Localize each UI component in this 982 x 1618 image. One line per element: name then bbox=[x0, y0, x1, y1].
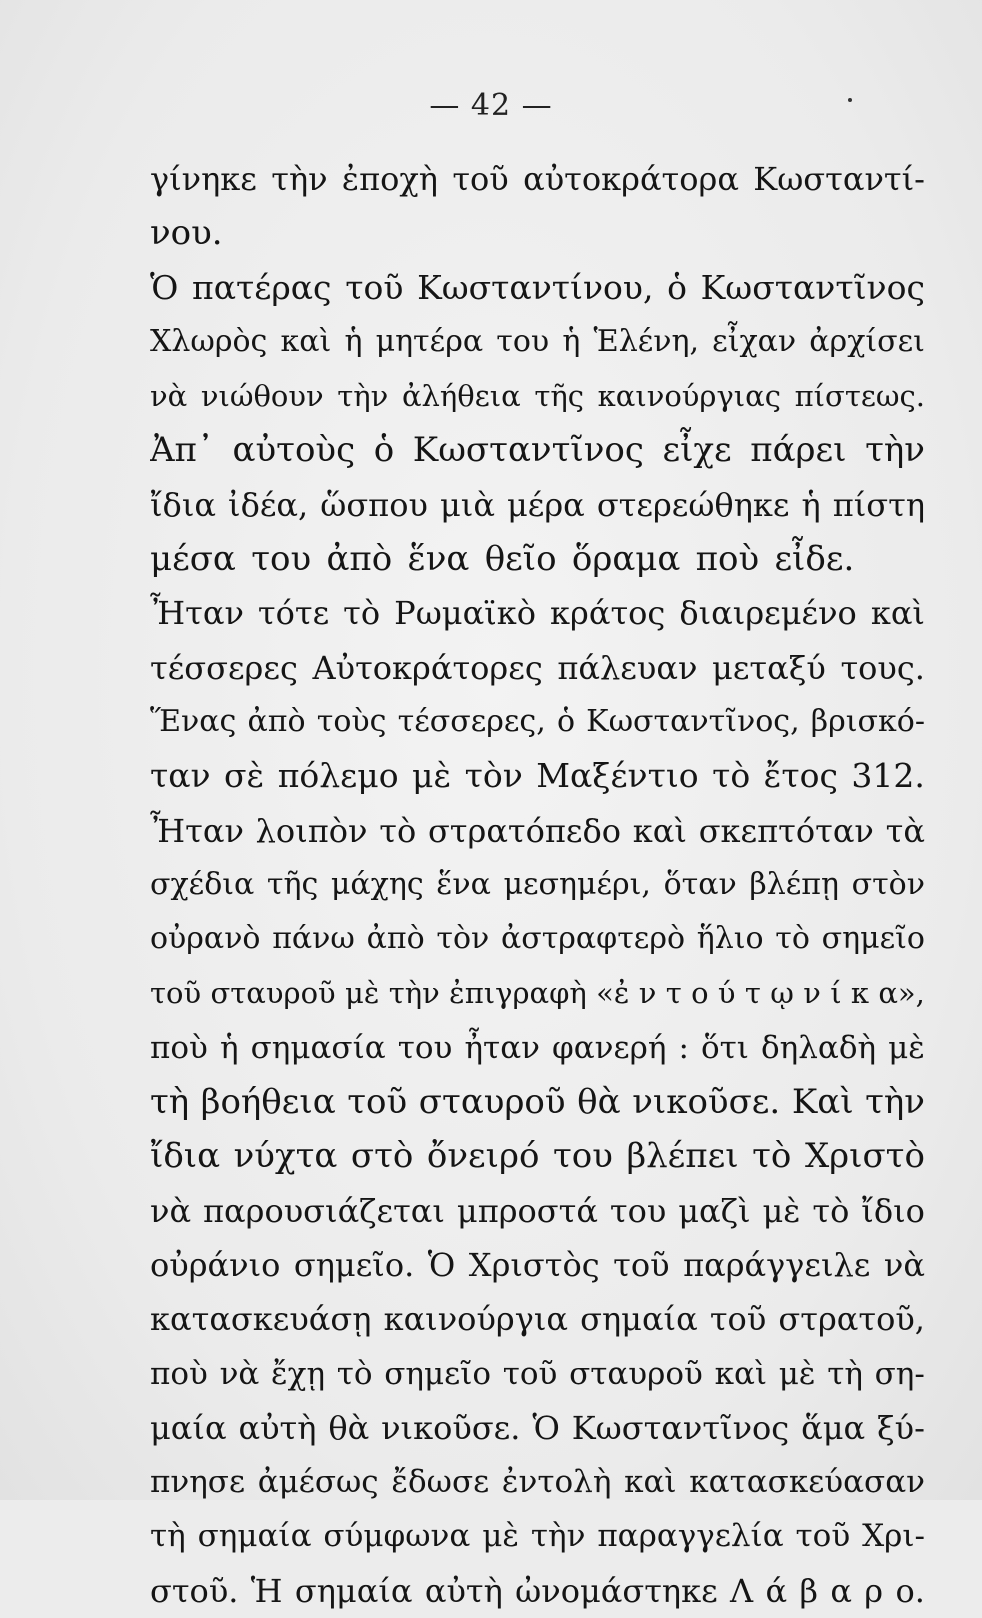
word: ὁ bbox=[667, 267, 687, 307]
word: ύ bbox=[717, 976, 736, 1011]
word: α», bbox=[878, 976, 925, 1011]
word: στὸν bbox=[851, 866, 925, 902]
word: ἔτος bbox=[763, 756, 838, 796]
text-line bbox=[150, 152, 925, 206]
word: στερεώθηκε bbox=[596, 485, 790, 524]
word: γίνηκε bbox=[150, 160, 257, 198]
word: καὶ bbox=[624, 1464, 677, 1501]
word: Καὶ bbox=[791, 1082, 854, 1123]
text-line bbox=[150, 532, 925, 586]
word: νὰ bbox=[150, 1191, 192, 1230]
word: «ἐ bbox=[596, 976, 630, 1011]
word: νιώθουν bbox=[200, 379, 324, 414]
word: ἀπὸ bbox=[326, 539, 393, 580]
word: νικοῦσε. bbox=[632, 1082, 781, 1123]
word: ση- bbox=[874, 1355, 925, 1392]
word: θὰ bbox=[577, 1082, 621, 1123]
word: ὅραμα bbox=[571, 539, 681, 580]
word: Μαξέντιο bbox=[536, 756, 699, 796]
word: αὐτοὺς bbox=[232, 430, 356, 471]
word: ταν bbox=[150, 756, 211, 796]
word: αὐτοκράτορα bbox=[523, 160, 739, 198]
word: σταυροῦ bbox=[210, 976, 336, 1011]
word: ῳ bbox=[770, 976, 794, 1011]
word: μεσημέρι, bbox=[503, 866, 651, 902]
word: Κωσταντῖνος bbox=[412, 430, 644, 471]
word: στὸ bbox=[350, 1136, 414, 1177]
word: τέσσερες bbox=[150, 648, 298, 687]
word: Ἦταν bbox=[150, 811, 244, 850]
word: τὸ bbox=[712, 756, 751, 796]
word: Κωσταντί- bbox=[753, 160, 925, 198]
word: ἐντολὴ bbox=[501, 1464, 612, 1501]
word: του bbox=[251, 539, 312, 580]
word: τὴ bbox=[827, 1355, 863, 1392]
word: Ἀπ᾿ bbox=[150, 430, 214, 471]
word: στρατοῦ, bbox=[778, 1300, 925, 1339]
word: ἰδέα, bbox=[228, 485, 309, 524]
text-line bbox=[150, 749, 925, 803]
word: τὸ bbox=[812, 1191, 850, 1230]
text-line bbox=[150, 586, 925, 640]
word: κ bbox=[850, 976, 870, 1011]
word: τὴν bbox=[271, 160, 328, 198]
word: ἀλήθεια bbox=[401, 379, 521, 414]
word: τοῦ bbox=[347, 1082, 408, 1123]
word: σημαία bbox=[197, 1518, 312, 1555]
word: καὶ bbox=[714, 1355, 768, 1392]
word: λοιπὸν bbox=[255, 811, 368, 850]
word: ἥλιο bbox=[696, 921, 764, 957]
word: ἡ bbox=[344, 323, 363, 359]
page-number: — 42 — bbox=[429, 88, 553, 123]
word: ἡ bbox=[801, 485, 821, 524]
word: κατασκευάσῃ bbox=[150, 1300, 372, 1339]
word: σὲ bbox=[224, 756, 265, 796]
text-line bbox=[150, 206, 925, 260]
ink-speck bbox=[848, 98, 852, 102]
word: ἀστραφτερὸ bbox=[500, 921, 686, 957]
word: τ bbox=[744, 976, 761, 1011]
word: του bbox=[609, 1191, 667, 1230]
word: τοῦ bbox=[613, 1245, 670, 1284]
text-line bbox=[150, 695, 925, 749]
word: ν bbox=[638, 976, 657, 1011]
word: μέρα bbox=[506, 485, 585, 524]
word: καινούργια bbox=[383, 1300, 568, 1339]
word: τοῦ bbox=[795, 1518, 851, 1555]
word: Ὁ bbox=[150, 267, 179, 307]
text-line bbox=[150, 1455, 925, 1509]
word: μιὰ bbox=[439, 485, 495, 524]
word: μαία bbox=[150, 1408, 227, 1447]
word: ὅτι bbox=[700, 1029, 749, 1066]
word: ἕνα bbox=[436, 866, 491, 902]
word: μητέρα bbox=[375, 323, 484, 359]
word: σύμφωνα bbox=[323, 1518, 471, 1555]
word: Κωσταντίνου, bbox=[417, 267, 654, 307]
word: ἀρχίσει bbox=[809, 323, 925, 359]
word: νὰ bbox=[883, 1245, 925, 1284]
word: Ἡ bbox=[250, 1571, 283, 1610]
word: παραγγελία bbox=[597, 1518, 784, 1555]
word: τ bbox=[665, 976, 682, 1011]
word: κατασκεύασαν bbox=[689, 1464, 925, 1501]
word: τοῦ bbox=[502, 1355, 558, 1392]
word: μὲ bbox=[412, 756, 452, 796]
word: καὶ bbox=[870, 594, 925, 633]
word: μὲ bbox=[888, 1029, 925, 1066]
word: τὸ bbox=[752, 1136, 792, 1177]
word: τοὺς bbox=[316, 703, 387, 739]
word: Λ bbox=[730, 1571, 754, 1610]
text-line bbox=[150, 478, 925, 532]
word: εἶδε. bbox=[774, 539, 855, 580]
word: πατέρας bbox=[192, 267, 332, 307]
word: ὅταν bbox=[663, 866, 737, 902]
word: βλέπει bbox=[626, 1136, 739, 1177]
word: Ὁ bbox=[532, 1408, 560, 1447]
word: τὸ bbox=[775, 921, 810, 957]
word: πίστη bbox=[832, 485, 925, 524]
word: ἀπὸ bbox=[366, 921, 425, 957]
word: ἴδιο bbox=[861, 1191, 925, 1230]
word: νικοῦσε. bbox=[381, 1408, 521, 1447]
word: τὸν bbox=[464, 756, 523, 796]
word: τότε bbox=[257, 594, 330, 633]
word: σχέδια bbox=[150, 866, 255, 902]
word: ἔχῃ bbox=[271, 1355, 326, 1392]
word: Ἑλένη, bbox=[593, 323, 699, 359]
word: μέσα bbox=[150, 539, 236, 580]
text-line bbox=[150, 804, 925, 858]
word: ἡ bbox=[562, 323, 581, 359]
word: πάνω bbox=[272, 921, 355, 957]
word: βοήθεια bbox=[200, 1082, 336, 1123]
word: 312. bbox=[851, 756, 925, 796]
word: ἦταν bbox=[464, 1029, 540, 1066]
word: Κωσταντῖνος, bbox=[586, 703, 800, 739]
word: αὐτὴ bbox=[424, 1571, 503, 1610]
text-line bbox=[150, 912, 925, 966]
text-line bbox=[150, 315, 925, 369]
text-line bbox=[150, 423, 925, 477]
text-line bbox=[150, 1184, 925, 1238]
word: νύχτα bbox=[233, 1136, 338, 1177]
word: Χριστὸ bbox=[804, 1136, 925, 1177]
word: θεῖο bbox=[484, 539, 557, 580]
text-line bbox=[150, 1129, 925, 1183]
word: τῆς bbox=[266, 866, 319, 902]
text-line bbox=[150, 1564, 925, 1618]
word: νὰ bbox=[150, 379, 188, 414]
word: τὴν bbox=[388, 976, 440, 1011]
word: σημεῖο bbox=[821, 921, 925, 957]
text-line bbox=[150, 1347, 925, 1401]
word: ἀμέσως bbox=[257, 1464, 379, 1501]
word: ποὺ bbox=[150, 1355, 208, 1392]
word: ά bbox=[765, 1571, 788, 1610]
body-text bbox=[150, 152, 925, 1618]
word: εἶχαν bbox=[712, 323, 797, 359]
word: τὴ bbox=[150, 1082, 190, 1123]
word: καὶ bbox=[632, 811, 687, 850]
word: μὲ bbox=[482, 1518, 519, 1555]
word: του bbox=[496, 323, 550, 359]
word: ο. bbox=[895, 1571, 925, 1610]
word: Ὁ bbox=[427, 1245, 456, 1284]
word: στοῦ. bbox=[150, 1571, 239, 1610]
word: σημεῖο bbox=[384, 1355, 492, 1392]
word: ν bbox=[803, 976, 821, 1011]
word: μὲ bbox=[762, 1191, 801, 1230]
word: Χρι- bbox=[862, 1518, 925, 1555]
word: τὸ bbox=[336, 1355, 373, 1392]
word: μὲ bbox=[778, 1355, 816, 1392]
word: ὁ bbox=[556, 703, 575, 739]
word: εἶχε bbox=[662, 430, 732, 471]
word: του bbox=[552, 1136, 613, 1177]
word: τῆς bbox=[534, 379, 584, 414]
word: ὁ bbox=[373, 430, 395, 471]
word: νου. bbox=[150, 213, 223, 254]
word: τὴν bbox=[865, 1082, 925, 1123]
word: τὸν bbox=[436, 921, 490, 957]
word: ἔδωσε bbox=[391, 1464, 490, 1501]
word: νὰ bbox=[219, 1355, 260, 1392]
word: τὰ bbox=[885, 811, 925, 850]
text-line bbox=[150, 1238, 925, 1292]
word: πάρει bbox=[750, 430, 847, 471]
word: : bbox=[678, 1029, 689, 1066]
word: αὐτὴ bbox=[238, 1408, 317, 1447]
word: σημαία bbox=[580, 1300, 698, 1339]
word: καὶ bbox=[280, 323, 332, 359]
word: ἅμα bbox=[801, 1408, 866, 1447]
word: σταυροῦ bbox=[569, 1355, 703, 1392]
word: ο bbox=[691, 976, 709, 1011]
word: ξύ- bbox=[877, 1408, 925, 1447]
text-line bbox=[150, 641, 925, 695]
word: βρισκό- bbox=[810, 703, 925, 739]
word: β bbox=[799, 1571, 818, 1610]
word: φανερή bbox=[552, 1029, 667, 1066]
word: τοῦ bbox=[150, 976, 202, 1011]
word: ποὺ bbox=[150, 1029, 208, 1066]
word: οὐράνιο bbox=[150, 1245, 281, 1284]
word: μὲ bbox=[345, 976, 380, 1011]
word: μάχης bbox=[330, 866, 424, 902]
word: τὸ bbox=[379, 811, 417, 850]
word: στρατόπεδο bbox=[427, 811, 622, 850]
word: τέσσερες, bbox=[397, 703, 546, 739]
word: Ρωμαϊκὸ bbox=[394, 594, 536, 633]
word: ἐποχὴ bbox=[341, 160, 438, 198]
word: ὠνομάστηκε bbox=[515, 1571, 718, 1610]
text-line bbox=[150, 1075, 925, 1129]
word: παράγγειλε bbox=[683, 1245, 871, 1284]
word: πίστεως. bbox=[794, 379, 925, 414]
word: ἕνα bbox=[407, 539, 470, 580]
word: Αὐτοκράτορες bbox=[312, 648, 543, 687]
word: Χριστὸς bbox=[468, 1245, 600, 1284]
text-line bbox=[150, 1509, 925, 1563]
word: ἴδια bbox=[150, 485, 216, 524]
word: τοῦ bbox=[452, 160, 509, 198]
text-line bbox=[150, 966, 925, 1020]
word: του bbox=[397, 1029, 453, 1066]
word: ί bbox=[830, 976, 842, 1011]
word: ἐπιγραφὴ bbox=[449, 976, 587, 1011]
word: Κωσταντῖνος bbox=[571, 1408, 790, 1447]
word: σημεῖο. bbox=[293, 1245, 415, 1284]
word: τὴν bbox=[337, 379, 389, 414]
word: παρουσιάζεται bbox=[203, 1191, 445, 1230]
text-line bbox=[150, 858, 925, 912]
word: ρ bbox=[864, 1571, 884, 1610]
text-line bbox=[150, 1292, 925, 1346]
word: τοῦ bbox=[709, 1300, 767, 1339]
word: τὴ bbox=[150, 1518, 186, 1555]
word: ἡ bbox=[219, 1029, 239, 1066]
word: Χλωρὸς bbox=[150, 323, 268, 359]
word: πόλεμο bbox=[277, 756, 399, 796]
word: πάλευαν bbox=[557, 648, 698, 687]
word: τοῦ bbox=[345, 267, 404, 307]
word: ὥσπου bbox=[320, 485, 428, 524]
word: καινούργιας bbox=[597, 379, 781, 414]
word: Ἦταν bbox=[150, 594, 244, 633]
word: δηλαδὴ bbox=[761, 1029, 877, 1066]
word: α bbox=[830, 1571, 852, 1610]
word: πνησε bbox=[150, 1464, 246, 1501]
text-line bbox=[150, 1401, 925, 1455]
word: μαζὶ bbox=[678, 1191, 751, 1230]
text-line bbox=[150, 1021, 925, 1075]
word: τὴν bbox=[865, 430, 925, 471]
word: διαιρεμένο bbox=[679, 594, 857, 633]
word: Ἕνας bbox=[150, 703, 237, 739]
word: τὸ bbox=[343, 594, 381, 633]
word: οὐρανὸ bbox=[150, 921, 261, 957]
word: θὰ bbox=[328, 1408, 370, 1447]
word: κράτος bbox=[550, 594, 666, 633]
word: ἀπὸ bbox=[247, 703, 306, 739]
word: σταυροῦ bbox=[418, 1082, 566, 1123]
word: ἴδια bbox=[150, 1136, 221, 1177]
word: βλέπῃ bbox=[749, 866, 839, 902]
word: ὄνειρό bbox=[426, 1136, 540, 1177]
word: σημασία bbox=[250, 1029, 386, 1066]
word: Κωσταντῖνος bbox=[700, 267, 925, 307]
word: σημαία bbox=[294, 1571, 413, 1610]
text-line bbox=[150, 261, 925, 315]
word: σκεπτόταν bbox=[698, 811, 874, 850]
word: μεταξύ bbox=[712, 648, 826, 687]
word: τους. bbox=[840, 648, 925, 687]
text-line bbox=[150, 369, 925, 423]
word: τὴν bbox=[530, 1518, 586, 1555]
word: μπροστά bbox=[456, 1191, 598, 1230]
word: ποὺ bbox=[695, 539, 760, 580]
